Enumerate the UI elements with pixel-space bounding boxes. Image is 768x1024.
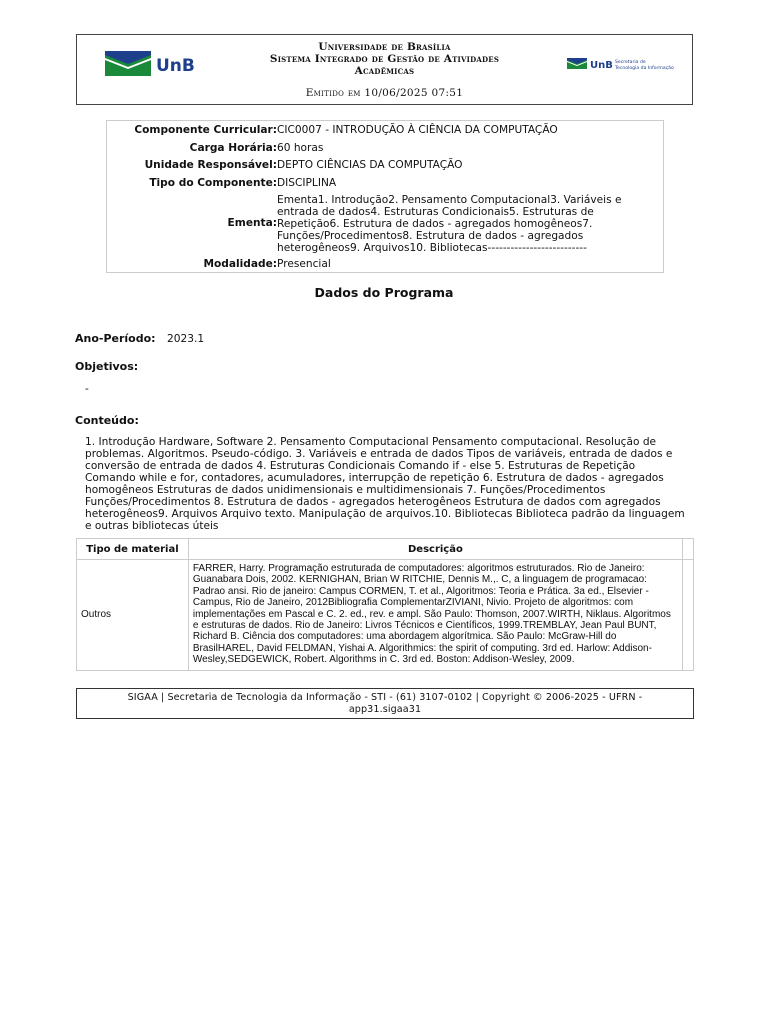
unb-logo-text: UnB [156, 56, 195, 76]
info-label: Unidade Responsável: [144, 159, 277, 171]
period-value: 2023.1 [167, 333, 205, 345]
footer-line2: app31.sigaa31 [348, 704, 422, 715]
info-value: CIC0007 - INTRODUÇÃO À CIÊNCIA DA COMPUTAÇÃO [277, 124, 558, 136]
content-text: 1. Introdução Hardware, Software 2. Pensamento Computacional Pensamento computacional. Resolução de problemas. Algoritmos. Pseudo-código. 3. Variáveis e entrada de dados Tipos de variáveis, entrada de dados e conversão de entrada de dados 4. Estruturas Condicionais Comando if - else 5. Estruturas de Repetição Comando while e for, contadores, acumuladores, interrupção de repetição 6. Estrutura de dados - agregados homogêneos Estruturas de dados unidimensionais e multidimensionais 7. Funções/Procedimentos Funções/Procedimentos 8. Estrutura de dados - agregados heterogêneos Estrutura de dados com agregados heterogêneos9. Arquivos Arquivo texto. Manipulação de arquivos.10. Bibliotecas Biblioteca padrão da linguagem e outras bibliotecas úteis [85, 436, 685, 532]
materials-table [76, 538, 694, 671]
sti-logo [567, 56, 682, 72]
info-label: Modalidade: [203, 258, 277, 270]
unb-logo [105, 51, 200, 76]
system-name-line2: Acadêmicas [354, 65, 415, 77]
info-label: Tipo do Componente: [149, 177, 277, 189]
period-label: Ano-Período: [75, 332, 156, 345]
info-label: Componente Curricular: [134, 124, 277, 136]
info-value: 60 horas [277, 142, 324, 154]
objectives-value: - [85, 383, 89, 395]
sti-logo-text: UnB [590, 60, 613, 71]
component-info-box [106, 120, 664, 273]
info-value: DEPTO CIÊNCIAS DA COMPUTAÇÃO [277, 159, 463, 171]
sti-logo-sub1: Secretaria de [615, 60, 646, 65]
header-title [227, 41, 542, 77]
page-footer [76, 688, 694, 719]
material-description: FARRER, Harry. Programação estruturada de computadores: algoritmos estruturados. Rio de Janeiro: Guanabara Dois, 2002. KERNIGHAN, Brian W RITCHIE, Dennis M.,. C, a linguagem de programacao: Padrao ansi. Rio de janeiro: Campus CORMEN, T. et al., Algoritmos: Teoria e Prática. 3a ed., Elsevier - Campus, Rio de Janeiro, 2012Bibliografia ComplementarZIVIANI, Nivio. Projeto de algoritmos: com implementações em Pascal e C. 2. ed., rev. e ampl. São Paulo: Thomson, 2007.WIRTH, Niklaus. Algoritmos e estruturas de dados. Rio de Janeiro: Livros Técnicos e Científicos, 1999.TREMBLAY, Jean Paul BUNT, Richard B. Ciência dos computadores: uma abordagem algorítmica. São Paulo: McGraw-Hill do BrasilHAREL, David FELDMAN, Yishai A. Algorithmics: the spirit of computing. 3rd ed. Harlow: Addison-Wesley,SEDGEWICK, Robert. Algorithms in C. 3rd ed. Boston: Addison-Wesley, 2009. [188, 560, 682, 671]
info-label: Carga Horária: [189, 142, 277, 154]
issued-date: Emitido em 10/06/2025 07:51 [305, 87, 464, 99]
university-name: Universidade de Brasília [318, 41, 451, 53]
section-title: Dados do Programa [314, 285, 454, 300]
system-name-line1: Sistema Integrado de Gestão de Atividades [269, 53, 500, 65]
material-type: Outros [77, 560, 189, 671]
objectives-label: Objetivos: [75, 360, 139, 373]
footer-line1: SIGAA | Secretaria de Tecnologia da Informação - STI - (61) 3107-0102 | Copyright © 2006-2025 - UFRN - [127, 692, 643, 703]
content-label: Conteúdo: [75, 414, 139, 427]
column-header-empty [683, 539, 694, 560]
info-value: Ementa1. Introdução2. Pensamento Computacional3. Variáveis e entrada de dados4. Estruturas Condicionais5. Estruturas de Repetição6. Estrutura de dados - agregados homogêneos7. Funções/Procedimentos8. Estrutura de dados - agregados heterogêneos9. Arquivos10. Bibliotecas-------------------------- [277, 194, 622, 254]
column-header-description: Descrição [188, 539, 682, 560]
info-label: Ementa: [227, 217, 277, 229]
info-value: Presencial [277, 258, 331, 270]
sti-logo-sub2: Tecnologia da Informação [615, 66, 674, 71]
empty-cell [683, 560, 694, 671]
table-row [77, 560, 694, 671]
column-header-type: Tipo de material [77, 539, 189, 560]
document-header [76, 34, 693, 105]
info-value: DISCIPLINA [277, 177, 337, 189]
table-header-row [77, 539, 694, 560]
